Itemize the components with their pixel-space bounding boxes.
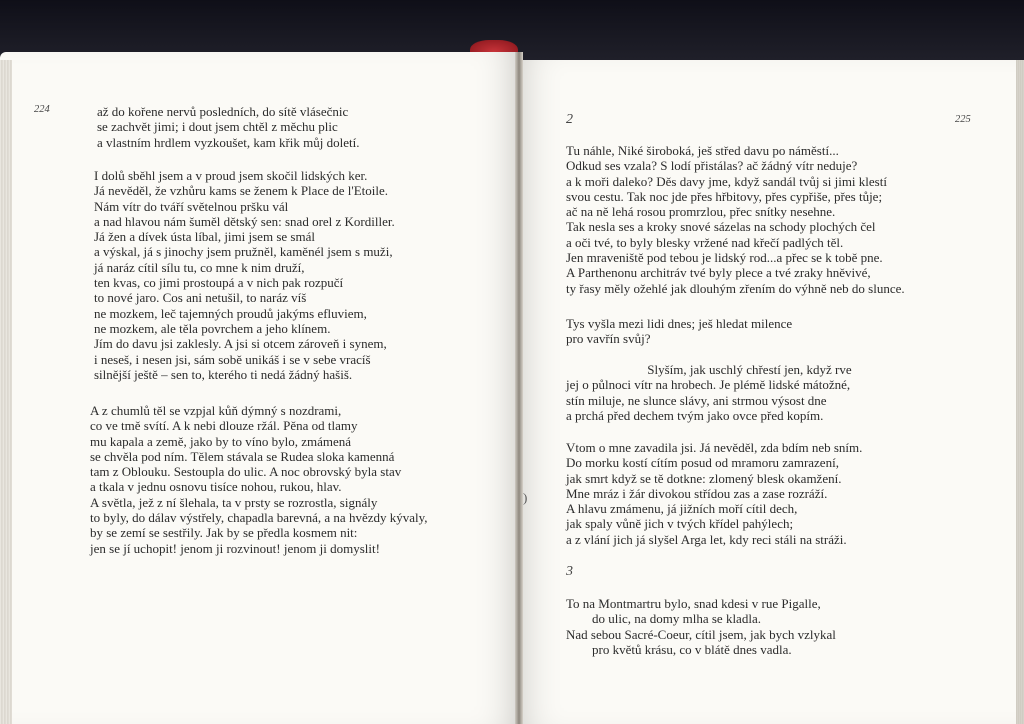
page-number-right: 225 xyxy=(955,114,971,125)
page-number-left: 224 xyxy=(34,104,50,115)
verse-line: co ve tmě svítí. A k nebi dlouze ržál. Pěna od tlamy xyxy=(90,418,358,434)
left-stanza-2 xyxy=(94,168,395,382)
verse-line: do ulic, na domy mlha se kladla. xyxy=(566,611,761,627)
verse-line: a k moři daleko? Děs davy jme, když sandál tvůj si jimi klestí xyxy=(566,173,887,189)
verse-line: Do morku kostí cítím posud od mramoru zamrazení, xyxy=(566,455,839,471)
verse-line: Tak nesla ses a kroky snové sázelas na schody plochých čel xyxy=(566,219,876,235)
verse-line: ne mozkem, ale těla povrchem a jeho klínem. xyxy=(94,320,331,336)
left-stanza-1 xyxy=(97,104,359,150)
verse-line: Jím do davu jsi zaklesly. A jsi si otcem zároveň i synem, xyxy=(94,336,387,352)
left-page xyxy=(0,52,518,724)
verse-line: I dolů sběhl jsem a v proud jsem skočil lidských ker. xyxy=(94,168,368,183)
right-stanza-2 xyxy=(566,316,792,347)
verse-line: ten kvas, co jimi prostoupá a v nich pak rozpučí xyxy=(94,275,344,291)
verse-line: i neseš, i nesen jsi, sám sobě unikáš i se v sebe vracíš xyxy=(94,351,371,367)
page-edges-right xyxy=(1016,60,1024,724)
verse-line: Tys vyšla mezi lidi dnes; ješ hledat milence xyxy=(566,316,793,331)
verse-line: A Parthenonu architráv tvé byly plece a tvé zraky hněvivé, xyxy=(566,265,871,281)
verse-line: to nové jaro. Cos ani netušil, to naráz víš xyxy=(94,290,307,306)
verse-line: ne mozkem, leč tajemných proudů jakýms efluviem, xyxy=(94,305,367,321)
verse-line: A z chumlů těl se vzpjal kůň dýmný s nozdrami, xyxy=(90,403,342,418)
verse-line: já naráz cítil sílu tu, co mne k nim druží, xyxy=(94,259,305,275)
verse-line: Nám vítr do tváří světelnou pršku vál xyxy=(94,198,289,214)
right-stanza-4 xyxy=(566,440,862,547)
verse-line: a nad hlavou nám šuměl dětský sen: snad orel z Kordiller. xyxy=(94,213,395,229)
verse-line: A světla, jež z ní šlehala, ta v prsty se rozrostla, signály xyxy=(90,494,378,510)
section-number-2: 2 xyxy=(566,112,573,127)
verse-line: svou cestu. Tak noc jde přes hřbitovy, přes cypřiše, přes tůje; xyxy=(566,188,883,204)
right-stanza-5 xyxy=(566,596,836,657)
left-stanza-3 xyxy=(90,403,428,556)
verse-line: jak smrt když se tě dotkne: zlomený blesk okamžení. xyxy=(566,470,842,486)
verse-line: Vtom o mne zavadila jsi. Já nevěděl, zda bdím neb sním. xyxy=(566,440,863,455)
section-number-3: 3 xyxy=(566,564,573,579)
verse-line: Slyším, jak uschlý chřestí jen, když rve xyxy=(566,362,852,377)
verse-line: a tkala v jednu osnovu tisíce nohou, rukou, hlav. xyxy=(90,479,342,495)
verse-line: pro vavřín svůj? xyxy=(566,331,651,347)
verse-line: a prchá před dechem tvým jako ovce před kopím. xyxy=(566,407,824,423)
verse-line: až do kořene nervů posledních, do sítě vlásečnic xyxy=(97,104,349,119)
right-stanza-3 xyxy=(566,362,852,423)
verse-line: Nad sebou Sacré-Coeur, cítil jsem, jak bych vzlykal xyxy=(566,626,836,642)
margin-mark: ) xyxy=(523,490,528,505)
verse-line: a oči tvé, to byly blesky vržené nad křečí padlých těl. xyxy=(566,234,844,250)
verse-line: Já žen a dívek ústa líbal, jimi jsem se smál xyxy=(94,229,315,245)
verse-line: Odkud ses vzala? S lodí přistálas? ač žádný vítr neduje? xyxy=(566,158,858,174)
verse-line: se zachvět jimi; i dout jsem chtěl z měchu plic xyxy=(97,119,338,135)
verse-line: mu kapala a země, jako by to víno bylo, zmámená xyxy=(90,433,351,449)
verse-line: jak spaly vůně jich v tvých křídel pahýlech; xyxy=(566,516,794,532)
verse-line: silnější ještě – sen to, kterého ti nedá žádný hašiš. xyxy=(94,366,353,382)
right-stanza-1 xyxy=(566,143,905,296)
verse-line: by se zemí se sestřily. Jak by se předla kosmem nit: xyxy=(90,525,358,541)
verse-line: a výskal, já s jinochy jsem pružněl, kaměnél jsem s muži, xyxy=(94,244,393,260)
verse-line: a z vlání jich já slyšel Arga let, kdy reci stáli na stráži. xyxy=(566,531,847,547)
verse-line: a vlastním hrdlem vyzkoušet, kam křik můj doletí. xyxy=(97,134,360,150)
verse-line: Mne mráz i žár divokou střídou zas a zase rozráží. xyxy=(566,485,828,501)
verse-line: se chvěla pod ním. Tělem stávala se Rudea sloka kamenná xyxy=(90,448,395,464)
verse-line: Já nevěděl, že vzhůru kams se ženem k Place de l'Etoile. xyxy=(94,183,389,199)
verse-line: stín miluje, ne slunce slávy, ani strmou výsost dne xyxy=(566,392,827,408)
verse-line: tam z Oblouku. Sestoupla do ulic. A noc obrovský byla stav xyxy=(90,464,402,480)
verse-line: jen se jí uchopit! jenom ji rozvinout! jenom ji domyslit! xyxy=(90,540,380,556)
verse-line: to byly, do dálav výstřely, chapadla barevná, a na hvězdy kývaly, xyxy=(90,510,428,526)
verse-line: ač na ně lehá rosou promrzlou, přec snítky nesehne. xyxy=(566,204,836,220)
verse-line: jej o půlnoci vítr na hrobech. Je plémě lidské mátožné, xyxy=(566,377,851,393)
verse-line: pro květů krásu, co v blátě dnes vadla. xyxy=(566,641,792,657)
verse-line: ty řasy měly ožehlé jak dlouhým zřením do výhně neb do slunce. xyxy=(566,280,905,296)
page-edges-left xyxy=(0,60,12,724)
book-spine xyxy=(515,52,523,724)
verse-line: To na Montmartru bylo, snad kdesi v rue Pigalle, xyxy=(566,596,821,611)
verse-line: Jen mraveniště pod tebou je lidský rod...a přec se k tobě pne. xyxy=(566,250,883,266)
verse-line: Tu náhle, Niké široboká, ješ střed davu po náměstí... xyxy=(566,143,839,158)
verse-line: A hlavu zmámenu, já jižních moří cítil dech, xyxy=(566,501,798,517)
